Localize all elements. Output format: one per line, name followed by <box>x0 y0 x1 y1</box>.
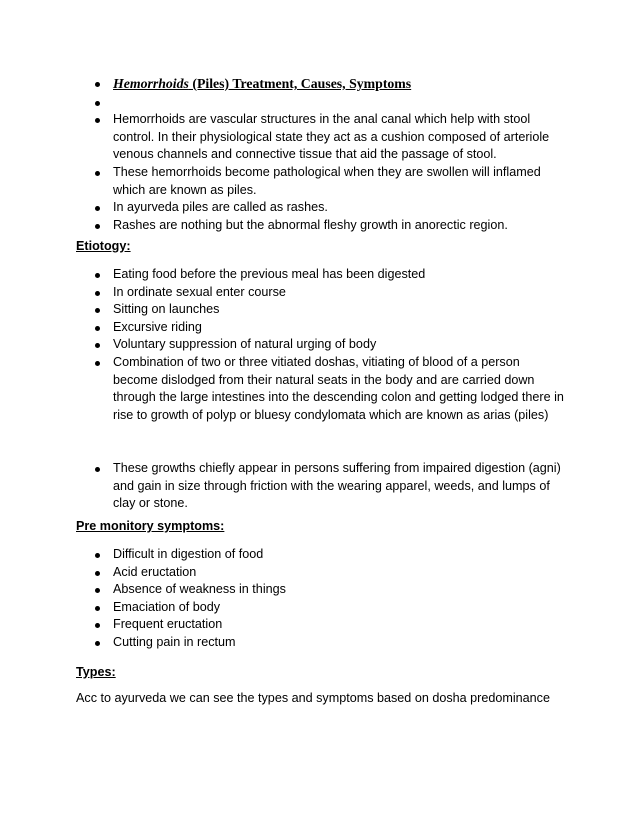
premonitory-list <box>76 546 566 652</box>
bullet-icon <box>95 623 100 628</box>
list-item <box>76 581 566 599</box>
document-title <box>113 76 411 91</box>
list-item <box>76 599 566 617</box>
bullet-icon <box>95 326 100 331</box>
list-item-text: Emaciation of body <box>113 599 221 614</box>
bullet-icon <box>95 82 100 87</box>
etiology-list <box>76 266 566 424</box>
types-paragraph: Acc to ayurveda we can see the types and symptoms based on dosha predominance <box>76 691 550 705</box>
bullet-icon <box>95 361 100 366</box>
list-item-text: These hemorrhoids become pathological when they are swollen will inflamed which are known as piles. <box>113 164 541 197</box>
title-list-item <box>76 75 566 94</box>
list-item-text: Voluntary suppression of natural urging of body <box>113 337 377 352</box>
bullet-icon <box>95 171 100 176</box>
list-item-text: Rashes are nothing but the abnormal fleshy growth in anorectic region. <box>113 217 508 232</box>
bullet-icon <box>95 571 100 576</box>
list-item <box>76 564 566 582</box>
list-item-text: Combination of two or three vitiated doshas, vitiating of blood of a person become dislodged from their natural seats in the body and are carried down through the large intestines into the descending colon and getting lodged there in rise to growth of polyp or bluesy condylomata which are known as arias (piles) <box>113 354 564 422</box>
list-item-text: In ayurveda piles are called as rashes. <box>113 200 328 215</box>
bullet-icon <box>95 118 100 123</box>
list-item-text: Cutting pain in rectum <box>113 634 236 649</box>
intro-list <box>76 75 566 234</box>
list-item-text: Difficult in digestion of food <box>113 547 264 561</box>
list-item-text: Sitting on launches <box>113 302 220 317</box>
list-item-text: Eating food before the previous meal has been digested <box>113 267 426 281</box>
list-item <box>76 111 566 164</box>
list-item-text: These growths chiefly appear in persons suffering from impaired digestion (agni) and gain in size through friction with the wearing apparel, weeds, and lumps of clay or stone. <box>113 461 561 511</box>
list-item <box>76 319 566 337</box>
list-item-text: Frequent eructation <box>113 617 223 632</box>
premonitory-heading: Pre monitory symptoms: <box>76 519 225 533</box>
bullet-icon <box>95 606 100 611</box>
bullet-icon <box>95 101 100 106</box>
bullet-icon <box>95 641 100 646</box>
list-item <box>76 199 566 217</box>
list-item <box>76 460 566 513</box>
etiology-extra-section <box>76 460 566 513</box>
bullet-icon <box>95 467 100 472</box>
list-item-text: Absence of weakness in things <box>113 582 286 597</box>
intro-section <box>76 75 566 234</box>
list-item-text: Hemorrhoids are vascular structures in the anal canal which help with stool control. In their physiological state they act as a cushion composed of arteriole venous channels and connective tissue that aid the passage of stool. <box>113 112 550 162</box>
list-item <box>76 546 566 564</box>
list-item <box>76 217 566 235</box>
list-item <box>76 266 566 284</box>
list-item <box>76 616 566 634</box>
list-item <box>76 94 566 112</box>
premonitory-section <box>76 546 566 652</box>
list-item-text: Excursive riding <box>113 319 202 334</box>
types-heading: Types: <box>76 665 116 679</box>
bullet-icon <box>95 343 100 348</box>
etiology-heading: Etiotogy: <box>76 239 131 253</box>
list-item-text: In ordinate sexual enter course <box>113 284 286 299</box>
bullet-icon <box>95 308 100 313</box>
bullet-icon <box>95 206 100 211</box>
list-item <box>76 354 566 424</box>
list-item <box>76 301 566 319</box>
bullet-icon <box>95 291 100 296</box>
title-rest: (Piles) Treatment, Causes, Symptoms <box>188 76 412 91</box>
title-italic: Hemorrhoids <box>113 76 189 91</box>
bullet-icon <box>95 553 100 558</box>
bullet-icon <box>95 588 100 593</box>
list-item <box>76 336 566 354</box>
list-item <box>76 164 566 199</box>
bullet-icon <box>95 273 100 278</box>
list-item-text: Acid eructation <box>113 564 197 579</box>
bullet-icon <box>95 224 100 229</box>
etiology-section <box>76 266 566 424</box>
list-item <box>76 284 566 302</box>
etiology-extra-list <box>76 460 566 513</box>
list-item <box>76 634 566 652</box>
